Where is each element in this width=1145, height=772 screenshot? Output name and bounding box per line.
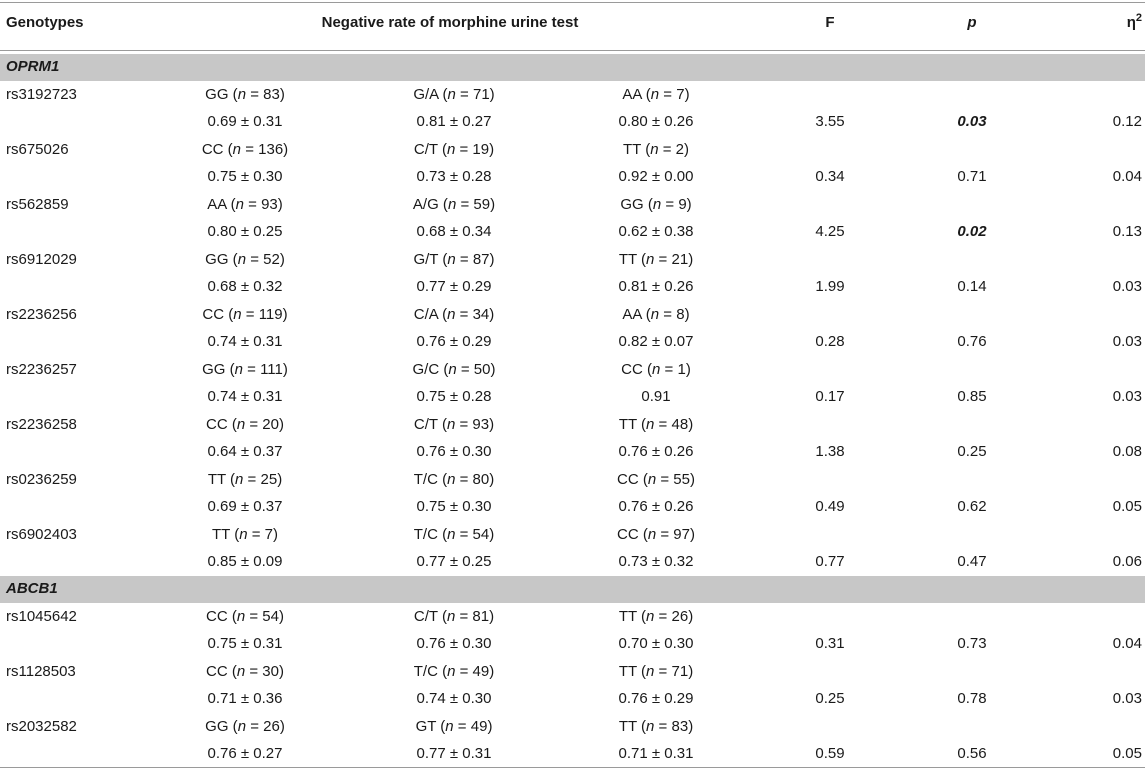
- f-value: 3.55: [815, 113, 845, 130]
- value-genotype-3: 0.76 ± 0.29: [618, 690, 694, 707]
- genotype-1: CC (n = 30): [206, 663, 284, 680]
- genotype-count: 80: [472, 471, 490, 488]
- header-p: p: [967, 14, 977, 31]
- genotype-label: TT: [618, 718, 637, 735]
- genotype-count: 1: [677, 361, 686, 378]
- genotype-2: G/A (n = 71): [413, 86, 495, 103]
- snp-id: rs2236258: [6, 416, 77, 433]
- value-genotype-2: 0.73 ± 0.28: [416, 168, 492, 185]
- genotype-3: CC (n = 1): [621, 361, 691, 378]
- n-symbol: n: [652, 196, 662, 213]
- eta-squared-value: 0.03: [1112, 333, 1142, 350]
- n-symbol: n: [448, 361, 457, 378]
- n-symbol: n: [236, 663, 246, 680]
- header-f: F: [825, 14, 835, 31]
- genotype-label: GG: [205, 251, 229, 268]
- genotype-label: TT: [618, 416, 637, 433]
- genotype-count: 30: [262, 663, 279, 680]
- genotype-2: A/G (n = 59): [412, 196, 496, 213]
- genotype-count: 7: [676, 86, 685, 103]
- section-gene-name: OPRM1: [6, 58, 60, 75]
- genotype-label: GG: [205, 86, 229, 103]
- genotype-1: GG (n = 111): [202, 361, 288, 378]
- eta-squared-value: 0.12: [1112, 113, 1142, 130]
- n-symbol: n: [646, 251, 655, 268]
- header-negative-rate: Negative rate of morphine urine test: [321, 14, 579, 31]
- n-symbol: n: [646, 718, 655, 735]
- genotype-3: TT (n = 48): [618, 416, 694, 433]
- header-genotypes: Genotypes: [6, 14, 84, 31]
- value-genotype-3: 0.80 ± 0.26: [618, 113, 694, 130]
- genotype-2: G/C (n = 50): [412, 361, 496, 378]
- value-genotype-1: 0.69 ± 0.31: [207, 113, 283, 130]
- f-value: 0.77: [815, 553, 845, 570]
- genotype-count: 49: [470, 718, 488, 735]
- eta-squared-value: 0.04: [1112, 635, 1142, 652]
- value-genotype-2: 0.75 ± 0.30: [416, 498, 492, 515]
- genotype-label: CC: [621, 361, 643, 378]
- value-genotype-2: 0.68 ± 0.34: [416, 223, 492, 240]
- p-value: 0.78: [957, 690, 987, 707]
- value-genotype-1: 0.74 ± 0.31: [207, 333, 283, 350]
- p-value: 0.71: [957, 168, 987, 185]
- genotype-count: 50: [473, 361, 491, 378]
- genotype-count: 71: [671, 663, 689, 680]
- genotype-count: 7: [264, 526, 274, 543]
- genotype-label: T/C: [413, 471, 438, 488]
- eta-squared-value: 0.03: [1112, 388, 1142, 405]
- genotype-1: CC (n = 136): [201, 141, 289, 158]
- genotype-count: 19: [472, 141, 490, 158]
- snp-id: rs562859: [6, 196, 69, 213]
- snp-id: rs2236257: [6, 361, 77, 378]
- genotype-label: AA: [207, 196, 227, 213]
- p-value: 0.56: [957, 745, 987, 762]
- genotype-count: 26: [263, 718, 280, 735]
- genotype-2: C/T (n = 93): [413, 416, 495, 433]
- genotype-label: TT: [207, 471, 226, 488]
- genotype-label: GT: [415, 718, 437, 735]
- genotype-3: GG (n = 9): [620, 196, 692, 213]
- f-value: 0.17: [815, 388, 845, 405]
- value-genotype-2: 0.77 ± 0.25: [416, 553, 492, 570]
- snp-id: rs0236259: [6, 471, 77, 488]
- eta-squared-value: 0.05: [1112, 498, 1142, 515]
- n-symbol: n: [235, 471, 244, 488]
- genotype-label: CC: [202, 306, 225, 323]
- genotype-label: TT: [622, 141, 642, 158]
- eta-squared-value: 0.04: [1112, 168, 1142, 185]
- genotype-count: 59: [473, 196, 491, 213]
- genotype-1: CC (n = 54): [206, 608, 284, 625]
- n-symbol: n: [446, 608, 456, 625]
- n-symbol: n: [646, 608, 655, 625]
- genotype-1: AA (n = 93): [207, 196, 283, 213]
- value-genotype-1: 0.74 ± 0.31: [207, 388, 283, 405]
- value-genotype-3: 0.81 ± 0.26: [618, 278, 694, 295]
- genotype-label: G/T: [413, 251, 439, 268]
- value-genotype-2: 0.77 ± 0.29: [416, 278, 492, 295]
- snp-id: rs1045642: [6, 608, 77, 625]
- eta-exponent: 2: [1135, 12, 1142, 24]
- table-bottom-rule: [0, 767, 1145, 768]
- genotype-count: 71: [472, 86, 490, 103]
- header-eta-squared: [1127, 14, 1142, 32]
- f-value: 0.28: [815, 333, 845, 350]
- n-symbol: n: [650, 86, 660, 103]
- genotype-2: T/C (n = 80): [413, 471, 495, 488]
- n-symbol: n: [447, 306, 456, 323]
- value-genotype-1: 0.75 ± 0.31: [207, 635, 283, 652]
- genotype-count: 83: [671, 718, 689, 735]
- genotype-label: CC: [617, 526, 639, 543]
- genotype-label: CC: [206, 608, 228, 625]
- eta-squared-value: 0.05: [1112, 745, 1142, 762]
- n-symbol: n: [447, 526, 456, 543]
- genotype-count: 34: [472, 306, 490, 323]
- genotype-1: GG (n = 83): [205, 86, 285, 103]
- p-value: 0.14: [957, 278, 987, 295]
- value-genotype-3: 0.82 ± 0.07: [618, 333, 694, 350]
- genotype-count: 2: [675, 141, 685, 158]
- snp-id: rs675026: [6, 141, 69, 158]
- genotype-3: AA (n = 8): [622, 306, 690, 323]
- snp-id: rs2236256: [6, 306, 77, 323]
- n-symbol: n: [235, 196, 244, 213]
- snp-id: rs6902403: [6, 526, 77, 543]
- n-symbol: n: [447, 251, 456, 268]
- eta-squared-value: 0.13: [1112, 223, 1142, 240]
- value-genotype-3: 0.76 ± 0.26: [618, 498, 694, 515]
- n-symbol: n: [446, 141, 456, 158]
- n-symbol: n: [232, 141, 242, 158]
- genotype-3: CC (n = 97): [617, 526, 695, 543]
- eta-squared-value: 0.03: [1112, 278, 1142, 295]
- f-value: 0.31: [815, 635, 845, 652]
- n-symbol: n: [650, 306, 660, 323]
- value-genotype-1: 0.64 ± 0.37: [207, 443, 283, 460]
- genotype-label: CC: [206, 663, 228, 680]
- value-genotype-3: 0.62 ± 0.38: [618, 223, 694, 240]
- p-value: 0.62: [957, 498, 987, 515]
- value-genotype-2: 0.74 ± 0.30: [416, 690, 492, 707]
- genotype-count: 8: [676, 306, 685, 323]
- genotype-count: 54: [472, 526, 490, 543]
- value-genotype-3: 0.73 ± 0.32: [618, 553, 694, 570]
- value-genotype-1: 0.76 ± 0.27: [207, 745, 283, 762]
- value-genotype-1: 0.68 ± 0.32: [207, 278, 283, 295]
- value-genotype-3: 0.71 ± 0.31: [618, 745, 694, 762]
- f-value: 0.59: [815, 745, 845, 762]
- eta-symbol: η: [1126, 14, 1136, 31]
- genotype-1: TT (n = 7): [211, 526, 279, 543]
- genotype-label: CC: [617, 471, 639, 488]
- genotype-2: C/A (n = 34): [413, 306, 495, 323]
- genotype-label: CC: [206, 416, 228, 433]
- n-symbol: n: [446, 416, 456, 433]
- p-value: 0.73: [957, 635, 987, 652]
- p-value: 0.03: [957, 113, 987, 130]
- genotype-2: T/C (n = 49): [413, 663, 495, 680]
- genotype-label: AA: [622, 86, 642, 103]
- f-value: 1.99: [815, 278, 845, 295]
- genotype-3: TT (n = 26): [618, 608, 694, 625]
- genotype-2: T/C (n = 54): [413, 526, 495, 543]
- genotype-count: 111: [260, 361, 283, 378]
- genotype-label: C/T: [413, 416, 438, 433]
- f-value: 0.34: [815, 168, 845, 185]
- n-symbol: n: [447, 86, 456, 103]
- value-genotype-3: 0.91: [641, 388, 671, 405]
- genotype-label: G/A: [413, 86, 439, 103]
- genotype-count: 9: [678, 196, 687, 213]
- genotype-label: T/C: [413, 526, 438, 543]
- genotype-3: TT (n = 21): [618, 251, 694, 268]
- genotype-count: 20: [262, 416, 279, 433]
- genotype-count: 21: [671, 251, 689, 268]
- n-symbol: n: [237, 86, 247, 103]
- genotype-label: TT: [618, 663, 637, 680]
- header-bottom-rule: [0, 50, 1145, 51]
- genotype-count: 25: [260, 471, 278, 488]
- p-value: 0.25: [957, 443, 987, 460]
- genotype-label: CC: [201, 141, 224, 158]
- value-genotype-3: 0.92 ± 0.00: [618, 168, 694, 185]
- genotype-count: 93: [472, 416, 490, 433]
- genotype-label: GG: [205, 718, 229, 735]
- f-value: 4.25: [815, 223, 845, 240]
- genotype-count: 48: [671, 416, 689, 433]
- p-value: 0.47: [957, 553, 987, 570]
- value-genotype-1: 0.75 ± 0.30: [207, 168, 283, 185]
- genotype-1: GG (n = 52): [205, 251, 285, 268]
- genotype-count: 55: [673, 471, 690, 488]
- value-genotype-2: 0.81 ± 0.27: [416, 113, 492, 130]
- f-value: 1.38: [815, 443, 845, 460]
- genotype-count: 49: [472, 663, 490, 680]
- genotype-count: 93: [261, 196, 278, 213]
- value-genotype-2: 0.76 ± 0.30: [416, 635, 492, 652]
- eta-squared-value: 0.08: [1112, 443, 1142, 460]
- genotype-1: TT (n = 25): [207, 471, 283, 488]
- genotype-count: 81: [472, 608, 490, 625]
- f-value: 0.25: [815, 690, 845, 707]
- value-genotype-2: 0.76 ± 0.29: [416, 333, 492, 350]
- value-genotype-3: 0.76 ± 0.26: [618, 443, 694, 460]
- genotype-count: 26: [671, 608, 689, 625]
- table-top-rule: [0, 2, 1145, 3]
- n-symbol: n: [447, 471, 456, 488]
- n-symbol: n: [647, 471, 657, 488]
- value-genotype-1: 0.69 ± 0.37: [207, 498, 283, 515]
- genotype-count: 52: [263, 251, 280, 268]
- value-genotype-1: 0.85 ± 0.09: [207, 553, 283, 570]
- n-symbol: n: [652, 361, 661, 378]
- section-header-oprm1: [0, 54, 1145, 81]
- value-genotype-1: 0.71 ± 0.36: [207, 690, 283, 707]
- genotype-3: CC (n = 55): [617, 471, 695, 488]
- genotype-count: 136: [258, 141, 284, 158]
- genotype-label: T/C: [413, 663, 438, 680]
- genotype-2: C/T (n = 19): [413, 141, 495, 158]
- genotype-label: C/T: [413, 608, 438, 625]
- genotype-label: G/C: [412, 361, 440, 378]
- genotype-count: 119: [258, 306, 283, 323]
- n-symbol: n: [236, 416, 246, 433]
- genotype-count: 54: [262, 608, 279, 625]
- n-symbol: n: [236, 608, 246, 625]
- snp-id: rs2032582: [6, 718, 77, 735]
- genotype-label: AA: [622, 306, 642, 323]
- n-symbol: n: [234, 361, 243, 378]
- snp-id: rs1128503: [6, 663, 76, 680]
- genotype-2: GT (n = 49): [415, 718, 493, 735]
- n-symbol: n: [447, 196, 457, 213]
- genotype-1: CC (n = 20): [206, 416, 284, 433]
- p-value: 0.76: [957, 333, 987, 350]
- genotype-label: TT: [618, 251, 637, 268]
- n-symbol: n: [447, 663, 456, 680]
- section-gene-name: ABCB1: [6, 580, 58, 597]
- n-symbol: n: [237, 718, 247, 735]
- genotype-count: 87: [472, 251, 490, 268]
- genotype-3: TT (n = 83): [618, 718, 694, 735]
- n-symbol: n: [239, 526, 248, 543]
- genotype-label: TT: [618, 608, 637, 625]
- genotype-label: A/G: [412, 196, 439, 213]
- genotype-label: GG: [620, 196, 644, 213]
- genotype-label: GG: [202, 361, 226, 378]
- genotype-label: C/T: [413, 141, 438, 158]
- p-value: 0.85: [957, 388, 987, 405]
- n-symbol: n: [237, 251, 247, 268]
- genotype-2: C/T (n = 81): [413, 608, 495, 625]
- eta-squared-value: 0.03: [1112, 690, 1142, 707]
- n-symbol: n: [445, 718, 454, 735]
- genotype-3: TT (n = 71): [618, 663, 694, 680]
- n-symbol: n: [233, 306, 242, 323]
- genotype-count: 83: [263, 86, 280, 103]
- f-value: 0.49: [815, 498, 845, 515]
- value-genotype-2: 0.76 ± 0.30: [416, 443, 492, 460]
- genotype-count: 97: [673, 526, 690, 543]
- n-symbol: n: [647, 526, 657, 543]
- snp-id: rs6912029: [6, 251, 77, 268]
- genotype-3: TT (n = 2): [622, 141, 690, 158]
- snp-id: rs3192723: [6, 86, 77, 103]
- value-genotype-2: 0.77 ± 0.31: [416, 745, 492, 762]
- genotype-2: G/T (n = 87): [413, 251, 495, 268]
- eta-squared-value: 0.06: [1112, 553, 1142, 570]
- value-genotype-1: 0.80 ± 0.25: [207, 223, 283, 240]
- genotype-3: AA (n = 7): [622, 86, 690, 103]
- genotype-label: C/A: [413, 306, 438, 323]
- section-header-abcb1: [0, 576, 1145, 603]
- genotype-1: GG (n = 26): [205, 718, 285, 735]
- p-value: 0.02: [957, 223, 987, 240]
- n-symbol: n: [646, 663, 655, 680]
- genotype-1: CC (n = 119): [202, 306, 288, 323]
- value-genotype-3: 0.70 ± 0.30: [618, 635, 694, 652]
- n-symbol: n: [650, 141, 659, 158]
- n-symbol: n: [646, 416, 655, 433]
- value-genotype-2: 0.75 ± 0.28: [416, 388, 492, 405]
- genotype-label: TT: [211, 526, 231, 543]
